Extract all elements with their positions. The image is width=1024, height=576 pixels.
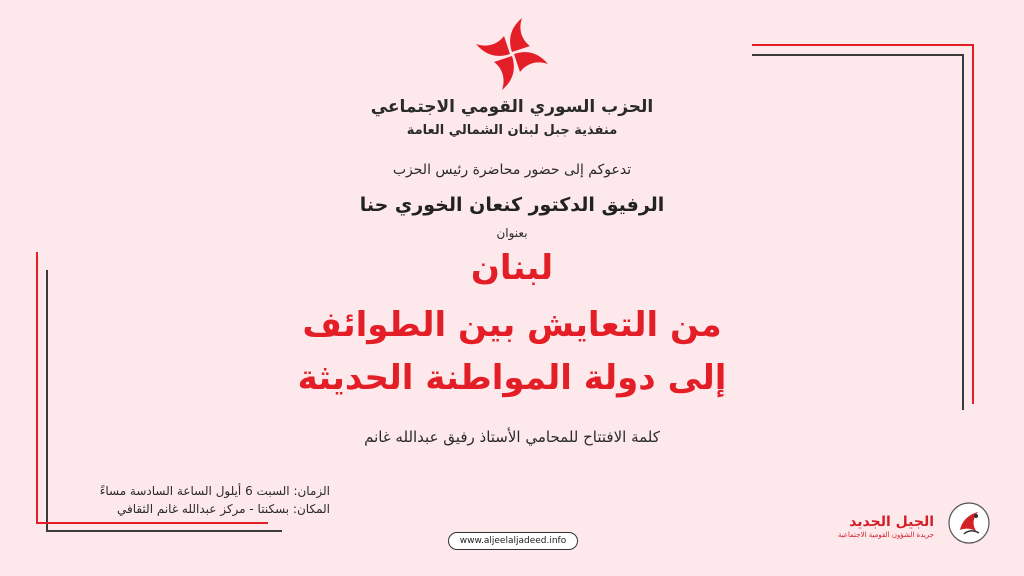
frame-bottom-line <box>36 522 268 524</box>
event-time: الزمان: السبت 6 أيلول الساعة السادسة مساءً <box>99 484 330 498</box>
branch-name: منفذية جبل لبنان الشمالي العامة <box>406 123 618 138</box>
newspaper-brand <box>820 514 934 539</box>
website-link[interactable]: www.aljeelaljadeed.info <box>448 532 578 550</box>
invite-line: تدعوكم إلى حضور محاضرة رئيس الحزب <box>392 162 632 178</box>
frame-top-line-dark <box>752 54 964 56</box>
party-whirlwind-logo-icon <box>474 16 550 92</box>
lecture-title-line3: إلى دولة المواطنة الحديثة <box>297 358 727 398</box>
newspaper-subtitle: جريدة الشؤون القومية الاجتماعية <box>837 531 934 539</box>
frame-top-line <box>752 44 974 46</box>
titled-label: بعنوان <box>496 226 528 240</box>
frame-bottom-line-dark <box>46 530 282 532</box>
aljeel-aljadeed-logo-icon <box>946 500 992 546</box>
lecture-title-line2: من التعايش بين الطوائف <box>302 305 722 345</box>
opening-speech-line: كلمة الافتتاح للمحامي الأستاذ رفيق عبدالله غانم <box>364 428 660 446</box>
lecture-title-line1: لبنان <box>470 248 554 288</box>
party-name: الحزب السوري القومي الاجتماعي <box>370 97 654 117</box>
speaker-name: الرفيق الدكتور كنعان الخوري حنا <box>359 194 665 216</box>
newspaper-name: الجيل الجديد <box>849 514 934 530</box>
event-place: المكان: بسكنتا - مركز عبدالله غانم الثقافي <box>116 502 330 516</box>
